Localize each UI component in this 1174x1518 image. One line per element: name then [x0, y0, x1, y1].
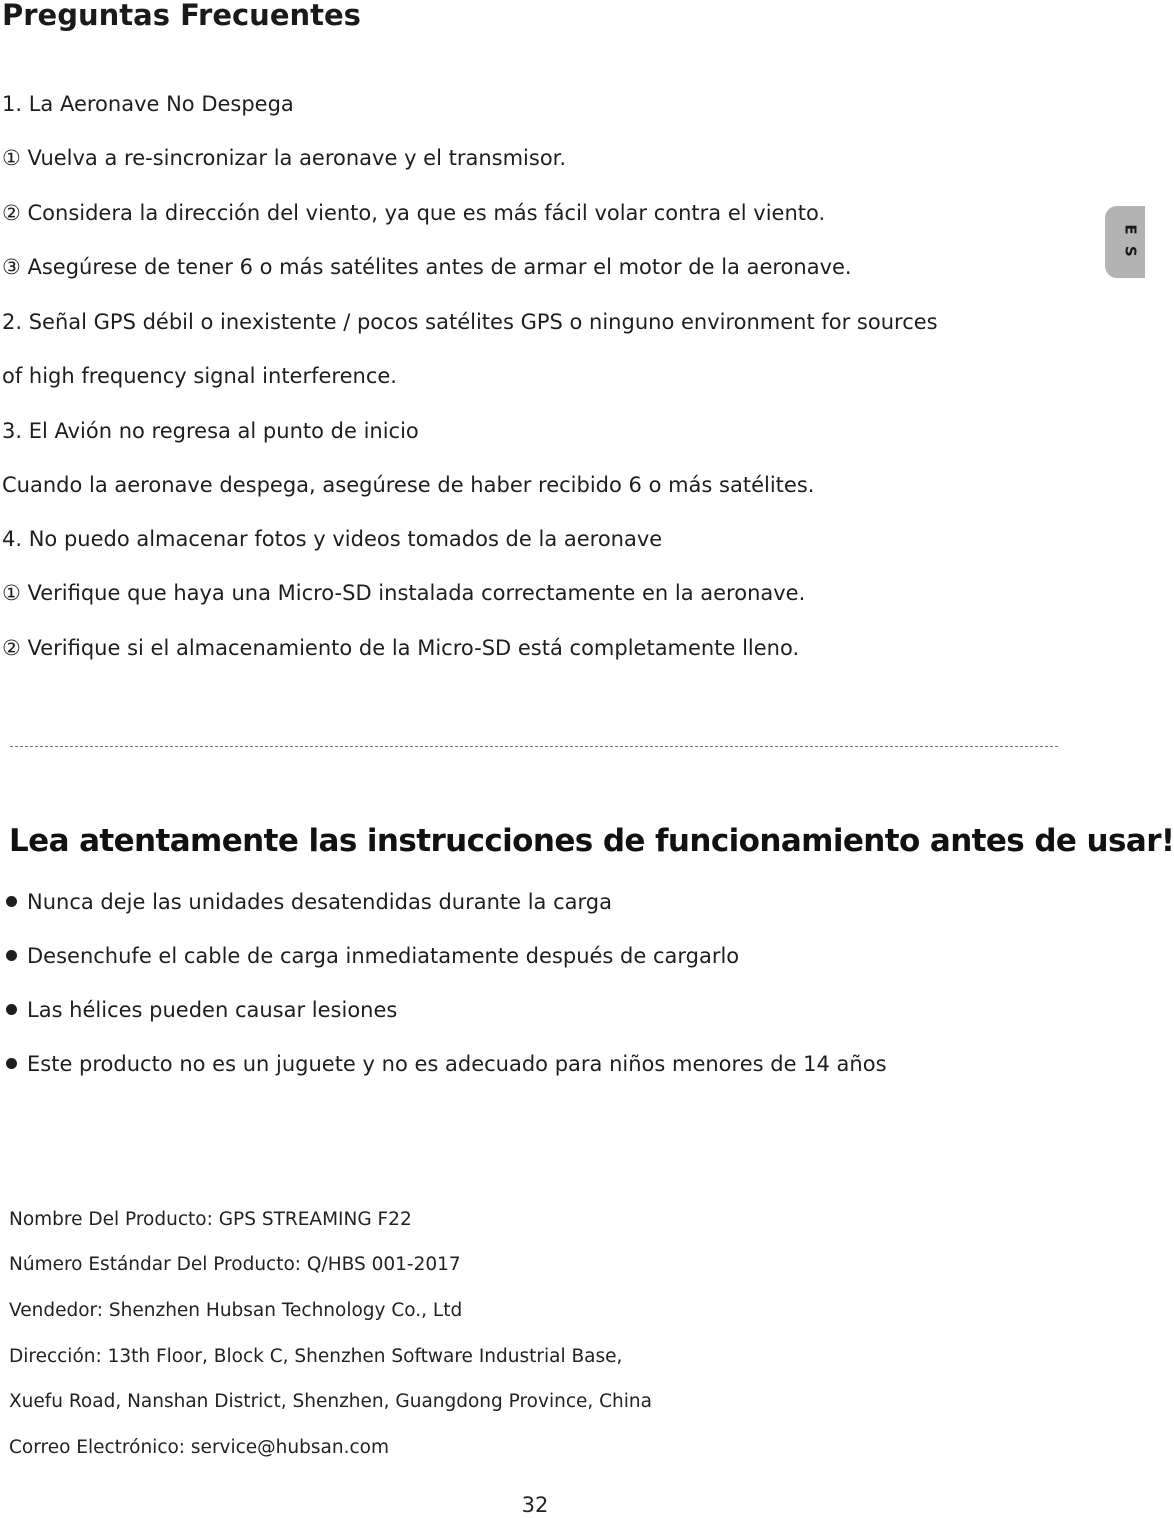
bullet-icon	[6, 1004, 17, 1015]
warning-item-text: Este producto no es un juguete y no es adecuado para niños menores de 14 años	[27, 1052, 887, 1076]
warning-item	[6, 1052, 887, 1076]
product-info-line: Xuefu Road, Nanshan District, Shenzhen, Guangdong Province, China	[9, 1391, 652, 1412]
warning-item	[6, 998, 397, 1022]
warning-item	[6, 890, 612, 914]
warning-item-text: Desenchufe el cable de carga inmediatamente después de cargarlo	[27, 944, 740, 968]
warning-item	[6, 944, 739, 968]
language-tab-label: E S	[1121, 224, 1140, 260]
bullet-icon	[6, 896, 17, 907]
faq-line: 1. La Aeronave No Despega	[2, 92, 294, 116]
product-info-line: Vendedor: Shenzhen Hubsan Technology Co., Ltd	[9, 1300, 463, 1321]
dashed-divider	[10, 746, 1058, 747]
language-tab	[1105, 206, 1145, 278]
product-info-line: Nombre Del Producto: GPS STREAMING F22	[9, 1209, 412, 1230]
bullet-icon	[6, 950, 17, 961]
faq-line: ① Vuelva a re-sincronizar la aeronave y el transmisor.	[2, 146, 567, 170]
faq-line: 4. No puedo almacenar fotos y videos tomados de la aeronave	[2, 527, 663, 551]
warning-item-text: Las hélices pueden causar lesiones	[27, 998, 398, 1022]
faq-line: ① Verifique que haya una Micro-SD instalada correctamente en la aeronave.	[2, 581, 806, 605]
faq-line: of high frequency signal interference.	[2, 364, 397, 388]
product-info-line: Número Estándar Del Producto: Q/HBS 001-2017	[9, 1254, 461, 1275]
warning-item-text: Nunca deje las unidades desatendidas durante la carga	[27, 890, 612, 914]
product-info-line: Dirección: 13th Floor, Block C, Shenzhen Software Industrial Base,	[9, 1346, 623, 1367]
faq-line: ② Verifique si el almacenamiento de la Micro-SD está completamente lleno.	[2, 636, 800, 660]
faq-line: ③ Asegúrese de tener 6 o más satélites antes de armar el motor de la aeronave.	[2, 255, 852, 279]
faq-line: 2. Señal GPS débil o inexistente / pocos satélites GPS o ninguno environment for sources	[2, 310, 938, 334]
bullet-icon	[6, 1058, 17, 1069]
product-info-line: Correo Electrónico: service@hubsan.com	[9, 1437, 389, 1458]
page-title: Preguntas Frecuentes	[2, 0, 361, 32]
page-number: 32	[521, 1493, 549, 1517]
faq-line: 3. El Avión no regresa al punto de inicio	[2, 419, 419, 443]
warning-title: Lea atentamente las instrucciones de funcionamiento antes de usar!	[9, 823, 1174, 859]
faq-line: Cuando la aeronave despega, asegúrese de haber recibido 6 o más satélites.	[2, 473, 815, 497]
faq-line: ② Considera la dirección del viento, ya que es más fácil volar contra el viento.	[2, 201, 826, 225]
